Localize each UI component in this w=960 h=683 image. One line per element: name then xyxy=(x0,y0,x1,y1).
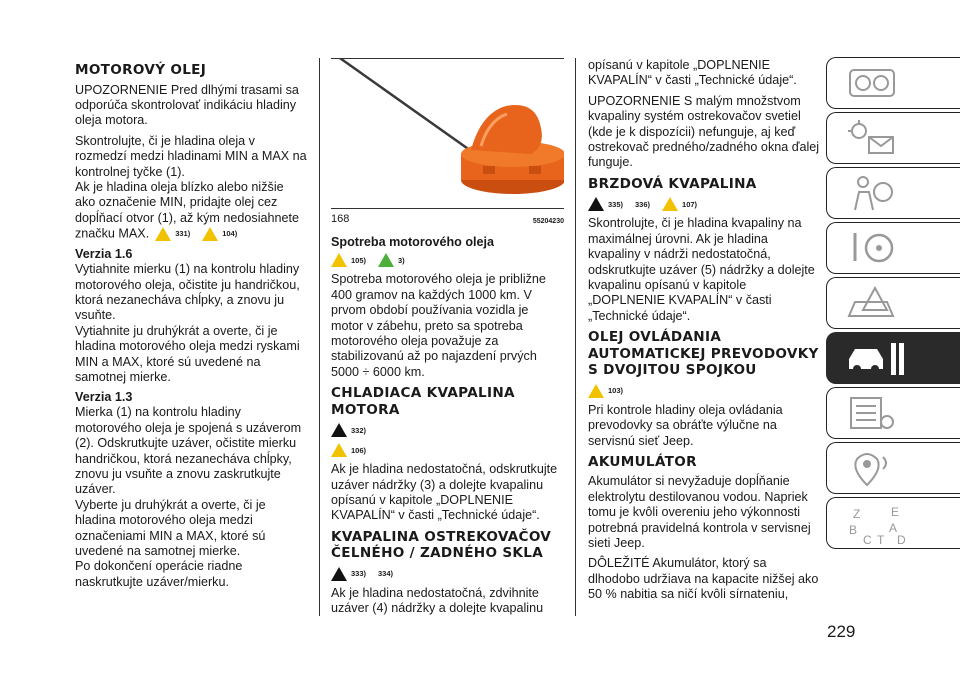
paragraph-battery-important: DÔLEŽITÉ Akumulátor, ktorý sa dlhodobo udržiava na kapacite nižšej ako 50 % nabitia sa ničí kvôli sírnateniu, xyxy=(588,556,819,602)
heading-version-16: Verzia 1.6 xyxy=(75,247,133,262)
index-letter: A xyxy=(889,521,898,535)
lights-icon xyxy=(847,119,897,159)
dashboard-icon xyxy=(847,64,897,104)
ref-number: 334) xyxy=(378,569,394,579)
index-letter: C xyxy=(863,533,872,547)
navigation-icon xyxy=(847,449,897,489)
tab-maintenance[interactable] xyxy=(826,332,960,384)
index-letter: T xyxy=(877,533,885,547)
paragraph-battery: Akumulátor si nevyžaduje dopĺňanie elektrolytu destilovanou vodou. Napriek tomu je kvôli overeniu jeho výkonnosti potrebná pravidelná kontrola v servisnej sieti Jeep. xyxy=(588,474,811,551)
tab-driving[interactable] xyxy=(826,222,960,274)
column-divider xyxy=(575,58,576,616)
ref-number: 332) xyxy=(351,425,367,435)
paragraph-oil-check: Skontrolujte, či je hladina oleja v rozmedzí medzi hladinami MIN a MAX na kontrolnej tyčke (1). xyxy=(75,133,307,179)
warning-triangle-icon xyxy=(155,227,171,241)
warning-refs-oil xyxy=(155,226,245,242)
figure-top-rule xyxy=(331,58,564,59)
heading-washer-fluid: KVAPALINA OSTREKOVAČOV ČELNÉHO / ZADNÉHO SKLA xyxy=(331,528,552,562)
heading-engine-oil: MOTOROVÝ OLEJ xyxy=(75,62,207,78)
column-1 xyxy=(75,58,307,595)
column-2 xyxy=(331,58,564,622)
alphabet-index-icon xyxy=(847,504,907,548)
index-letter: E xyxy=(891,505,900,519)
tab-multimedia[interactable] xyxy=(826,442,960,494)
steering-icon xyxy=(847,229,897,269)
oil-cap-dipstick-image xyxy=(331,58,564,206)
heading-battery: AKUMULÁTOR xyxy=(588,453,697,470)
paragraph-v16-1: Vytiahnite mierku (1) na kontrolu hladiny motorového oleja, očistite ju handričkou, ktorá nezanecháva chĺpky, a znovu ju vsuňte. xyxy=(75,262,300,323)
ref-number: 333) xyxy=(351,569,367,579)
data-list-icon xyxy=(847,394,897,434)
ref-number: 105) xyxy=(351,255,367,265)
paragraph-oil-refill: Ak je hladina oleja blízko alebo nižšie ako označenie MIN, pridajte olej cez dopĺňací otvor (1), až kým nedosiahnete značku MAX. 331) 104) xyxy=(75,179,300,241)
paragraph-v13-3: Po dokončení operácie riadne naskrutkujte uzáver/mierku. xyxy=(75,559,243,589)
paragraph-washer: Ak je hladina nedostatočná, zdvihnite uzáver (4) nádržky a dolejte kvapalinu xyxy=(331,585,544,616)
figure-bottom-rule xyxy=(331,208,564,209)
heading-transmission-oil: OLEJ OVLÁDANIA AUTOMATICKEJ PREVODOVKY S DVOJITOU SPOJKOU xyxy=(588,329,819,379)
danger-triangle-icon xyxy=(331,423,347,437)
paragraph-oil-warning: UPOZORNENIE Pred dlhými trasami sa odporúča skontrolovať indikáciu hladiny oleja motora. xyxy=(75,82,299,128)
figure-caption xyxy=(331,212,564,229)
ref-number: 107) xyxy=(682,199,698,209)
heading-version-13: Verzia 1.3 xyxy=(75,390,133,405)
warning-refs-coolant-2 xyxy=(331,442,564,458)
warning-refs-brake xyxy=(588,196,820,212)
ref-number: 3) xyxy=(398,255,405,265)
danger-triangle-icon xyxy=(588,197,604,211)
figure-code: 55204230 xyxy=(532,218,564,225)
warning-triangle-icon xyxy=(331,443,347,457)
tab-dashboard[interactable] xyxy=(826,57,960,109)
warning-car-icon xyxy=(847,284,897,324)
figure-oil-dipstick xyxy=(331,58,564,206)
paragraph-v13-2: Vyberte ju druhýkrát a overte, či je hladina motorového oleja medzi označeniami MIN a MAX, ktoré sú uvedené na samotnej mierke. xyxy=(75,497,266,559)
warning-refs-consumption xyxy=(331,252,564,268)
tab-technical-data[interactable] xyxy=(826,387,960,439)
heading-oil-consumption: Spotreba motorového oleja xyxy=(331,235,495,250)
ref-number: 103) xyxy=(608,385,624,395)
ref-number: 335) xyxy=(608,199,624,209)
page-number: 229 xyxy=(827,622,856,641)
warning-triangle-icon xyxy=(588,384,604,398)
figure-number: 168 xyxy=(331,213,350,225)
warning-triangle-icon xyxy=(202,227,218,241)
tab-index[interactable] xyxy=(826,497,960,549)
heading-brake-fluid: BRZDOVÁ KVAPALINA xyxy=(588,175,757,192)
paragraph-washer-cont: opísanú v kapitole „DOPLNENIE KVAPALÍN“ v časti „Technické údaje“. xyxy=(588,58,797,88)
danger-triangle-icon xyxy=(331,567,347,581)
paragraph-brake: Skontrolujte, či je hladina kvapaliny na maximálnej úrovni. Ak je hladina kvapaliny v nádrži nedostatočná, odskrutkujte uzáver (5) nádržky a dolejte kvapalinu opísanú v kapitole „DOPLNENIE KVAPALÍN“ v časti „Technické údaje“. xyxy=(588,216,815,323)
ref-number: 106) xyxy=(351,445,367,455)
airbag-icon xyxy=(847,174,897,214)
paragraph-transmission: Pri kontrole hladiny oleja ovládania prevodovky sa obráťte výlučne na servisnú sieť Jeep. xyxy=(588,402,783,448)
chapter-tabs xyxy=(826,57,960,552)
paragraph-coolant: Ak je hladina nedostatočná, odskrutkujte uzáver nádržky (3) a dolejte kvapalinu opísanú v kapitole „DOPLNENIE KVAPALÍN“ v časti „Technické údaje“. xyxy=(331,462,558,523)
warning-refs-washer xyxy=(331,566,564,582)
column-3 xyxy=(588,58,820,608)
ref-number: 331) xyxy=(175,229,191,239)
warning-refs-coolant-1 xyxy=(331,422,564,438)
car-wrench-icon xyxy=(847,339,907,379)
column-divider xyxy=(319,58,320,616)
warning-triangle-icon xyxy=(331,253,347,267)
paragraph-v16-2: Vytiahnite ju druhýkrát a overte, či je hladina motorového oleja medzi ryskami MIN a MAX, ktoré sú uvedené na samotnej mierke. xyxy=(75,323,300,384)
paragraph-washer-warning: UPOZORNENIE S malým množstvom kvapaliny systém ostrekovačov svetiel (kde je k dispozícii) nefunguje, aj keď ostrekovač predného/zadného okna ďalej funguje. xyxy=(588,93,820,170)
index-letter: Z xyxy=(853,507,861,521)
tab-safety[interactable] xyxy=(826,167,960,219)
paragraph-v13-1: Mierka (1) na kontrolu hladiny motorového oleja je spojená s uzáverom (2). Odskrutkujte uzáver, očistite mierku handričkou, ktorá nezanecháva chĺpky, znovu ju vsuňte a znovu zaskrutkujte uzáver. xyxy=(75,405,302,497)
warning-triangle-icon xyxy=(662,197,678,211)
warning-refs-transmission xyxy=(588,383,820,399)
tab-emergency[interactable] xyxy=(826,277,960,329)
paragraph-consumption: Spotreba motorového oleja je približne 400 gramov na každých 1000 km. V prvom období používania vozidla je motor v zábehu, preto sa spotreba motorového oleja považuje za stabilizovanú až po najazdení prvých 5000 ÷ 6000 km. xyxy=(331,272,546,379)
ref-number: 104) xyxy=(222,229,238,239)
index-letter: B xyxy=(849,523,858,537)
tab-lights[interactable] xyxy=(826,112,960,164)
environment-icon xyxy=(378,253,394,267)
ref-number: 336) xyxy=(635,199,651,209)
index-letter: D xyxy=(897,533,906,547)
heading-coolant: CHLADIACA KVAPALINA MOTORA xyxy=(331,385,515,418)
